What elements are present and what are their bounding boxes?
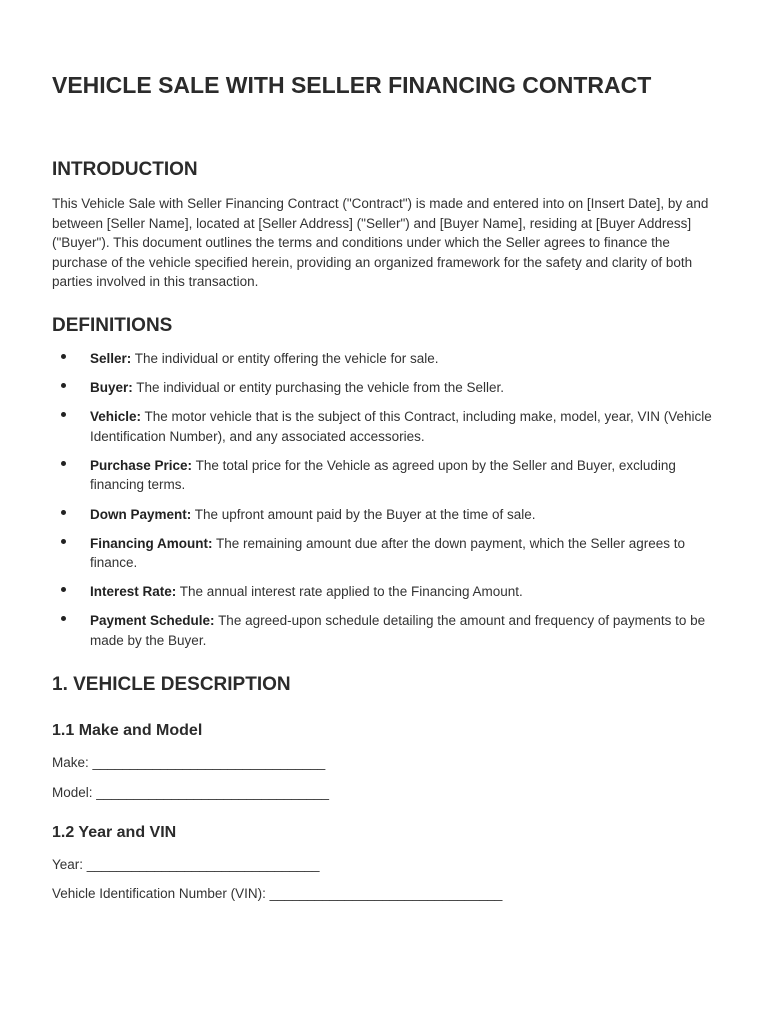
bullet-icon (61, 461, 66, 466)
definition-text: The agreed-upon schedule detailing the amount and frequency of payments to be made by the Buyer. (90, 613, 706, 649)
make-field: Make: _______________________________ (52, 755, 326, 770)
definition-item (52, 378, 722, 398)
definition-text: The remaining amount due after the down payment, which the Seller agrees to finance. (90, 535, 686, 571)
subsection-make-model-heading: 1.1 Make and Model (52, 722, 203, 739)
definition-text: The annual interest rate applied to the Financing Amount. (179, 584, 523, 600)
definitions-heading: DEFINITIONS (52, 315, 173, 336)
definition-text: The upfront amount paid by the Buyer at the time of sale. (194, 506, 536, 522)
bullet-icon (61, 354, 66, 359)
definition-item (52, 534, 722, 573)
definition-term: Payment Schedule: (90, 613, 215, 629)
definition-term: Seller: (90, 351, 132, 366)
definition-term: Down Payment: (90, 506, 192, 522)
definition-term: Purchase Price: (90, 457, 193, 473)
definition-text: The total price for the Vehicle as agreed upon by the Seller and Buyer, excluding financing terms. (90, 457, 676, 493)
definition-text: The individual or entity purchasing the vehicle from the Seller. (136, 380, 504, 396)
bullet-icon (61, 616, 66, 621)
definition-item (52, 456, 722, 495)
definitions-list (52, 349, 722, 660)
definition-term: Interest Rate: (90, 584, 177, 600)
bullet-icon (61, 587, 66, 592)
bullet-icon (61, 510, 66, 515)
bullet-icon (61, 539, 66, 544)
definition-term: Vehicle: (90, 409, 142, 425)
model-field: Model: _______________________________ (52, 785, 330, 800)
introduction-heading: INTRODUCTION (52, 159, 198, 180)
definition-term: Financing Amount: (90, 535, 213, 551)
bullet-icon (61, 383, 66, 388)
definition-text: The individual or entity offering the vehicle for sale. (134, 351, 439, 366)
document-title: VEHICLE SALE WITH SELLER FINANCING CONTRACT (52, 72, 652, 98)
definition-item (52, 582, 722, 602)
definition-item (52, 611, 722, 650)
definition-item (52, 505, 722, 525)
section-vehicle-description-heading: 1. VEHICLE DESCRIPTION (52, 674, 291, 695)
bullet-icon (61, 412, 66, 417)
vin-field: Vehicle Identification Number (VIN): _______________________________ (52, 886, 503, 901)
subsection-year-vin-heading: 1.2 Year and VIN (52, 824, 177, 841)
year-field: Year: _______________________________ (52, 857, 320, 872)
definition-term: Buyer: (90, 380, 133, 396)
definition-item (52, 407, 722, 446)
definition-item (52, 349, 722, 369)
introduction-paragraph: This Vehicle Sale with Seller Financing Contract ("Contract") is made and entered into on [Insert Date], by and between [Seller Name], located at [Seller Address] ("Seller") and [Buyer Name], residing at [Buyer Address] ("Buyer"). This document outlines the terms and conditions under which the Seller agrees to finance the purchase of the vehicle specified herein, providing an organized framework for the safety and clarity of both parties involved in this transaction. (52, 196, 709, 290)
definition-text: The motor vehicle that is the subject of this Contract, including make, model, year, VIN (Vehicle Identification Number), and any associated accessories. (90, 409, 712, 444)
